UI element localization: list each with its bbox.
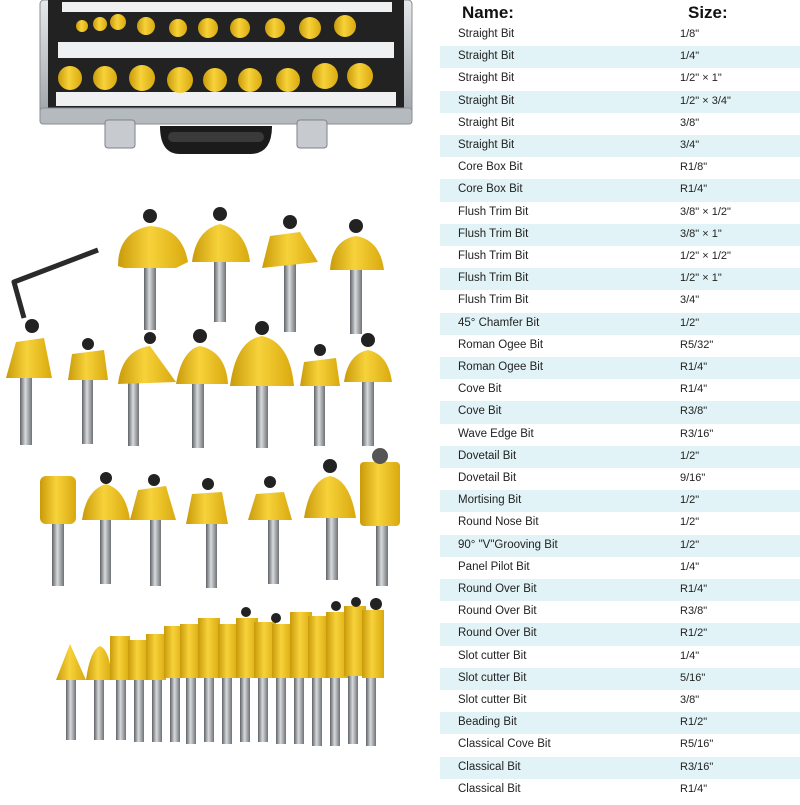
bit-name-cell: Dovetail Bit bbox=[458, 472, 517, 484]
table-row bbox=[440, 557, 800, 579]
size-column-header: Size: bbox=[688, 3, 728, 22]
bit-size-cell: R1/4" bbox=[680, 183, 708, 196]
table-row bbox=[440, 91, 800, 113]
bit-name-cell: Classical Bit bbox=[458, 760, 521, 773]
bit-size-cell: R3/8" bbox=[680, 405, 708, 418]
bit-name-cell: Wave Edge Bit bbox=[458, 427, 534, 440]
bit-name-cell: Round Over Bit bbox=[458, 583, 537, 595]
bit-name-cell: Slot cutter Bit bbox=[458, 649, 527, 662]
table-row bbox=[440, 690, 800, 712]
bit-size-cell: R3/8" bbox=[680, 605, 708, 618]
bit-size-cell: 3/4" bbox=[680, 139, 700, 151]
table-row bbox=[440, 757, 800, 779]
bit-size-cell: R5/32" bbox=[680, 338, 714, 351]
bit-name-cell: Flush Trim Bit bbox=[458, 272, 529, 285]
bit-name-cell: 90° "V"Grooving Bit bbox=[458, 538, 558, 551]
name-column-header: Name: bbox=[462, 3, 514, 22]
bit-size-cell: 1/2" bbox=[680, 494, 700, 507]
bit-name-cell: Mortising Bit bbox=[458, 494, 522, 507]
table-row bbox=[440, 512, 800, 534]
bit-size-cell: R1/4" bbox=[680, 383, 708, 396]
bit-size-cell: 3/8" bbox=[680, 116, 700, 129]
table-row bbox=[440, 135, 800, 157]
table-row bbox=[440, 490, 800, 512]
bit-name-cell: Panel Pilot Bit bbox=[458, 560, 530, 573]
bit-name-cell: 45° Chamfer Bit bbox=[458, 316, 540, 329]
table-row bbox=[440, 712, 800, 734]
bit-size-cell: 3/8" × 1" bbox=[680, 227, 722, 240]
table-row bbox=[440, 268, 800, 290]
table-row bbox=[440, 779, 800, 801]
bit-size-cell: 3/8" bbox=[680, 694, 700, 706]
bit-size-cell: 1/4" bbox=[680, 50, 700, 63]
bit-size-cell: R3/16" bbox=[680, 760, 714, 773]
table-row bbox=[440, 424, 800, 446]
bit-name-cell: Straight Bit bbox=[458, 94, 515, 107]
bit-name-cell: Classical Cove Bit bbox=[458, 738, 551, 751]
table-row bbox=[440, 68, 800, 90]
table-row bbox=[440, 734, 800, 756]
bit-name-cell: Slot cutter Bit bbox=[458, 671, 527, 684]
table-row bbox=[440, 446, 800, 468]
bit-name-cell: Round Over Bit bbox=[458, 605, 537, 618]
table-row bbox=[440, 246, 800, 268]
bit-name-cell: Straight Bit bbox=[458, 50, 515, 63]
hex-key bbox=[14, 250, 98, 318]
bit-size-cell: 9/16" bbox=[680, 472, 706, 484]
bit-size-cell: 1/2" × 1/2" bbox=[680, 250, 731, 262]
bit-size-cell: 3/4" bbox=[680, 294, 700, 307]
table-row bbox=[440, 668, 800, 690]
bit-name-cell: Cove Bit bbox=[458, 383, 502, 396]
table-row bbox=[440, 623, 800, 645]
table-row bbox=[440, 313, 800, 335]
bit-size-table bbox=[440, 0, 800, 800]
bit-name-cell: Flush Trim Bit bbox=[458, 205, 529, 218]
bit-size-cell: R5/16" bbox=[680, 738, 714, 751]
bit-name-cell: Round Nose Bit bbox=[458, 516, 539, 529]
bit-name-cell: Round Over Bit bbox=[458, 627, 537, 640]
table-row bbox=[440, 290, 800, 312]
bit-group-2 bbox=[6, 319, 392, 448]
bit-name-cell: Straight Bit bbox=[458, 139, 515, 151]
table-row bbox=[440, 202, 800, 224]
bit-name-cell: Core Box Bit bbox=[458, 183, 523, 196]
table-row bbox=[440, 157, 800, 179]
bit-name-cell: Core Box Bit bbox=[458, 161, 523, 174]
bit-name-cell: Flush Trim Bit bbox=[458, 294, 529, 307]
bit-size-cell: 1/4" bbox=[680, 560, 700, 573]
table-row bbox=[440, 579, 800, 601]
bit-size-cell: 3/8" × 1/2" bbox=[680, 205, 731, 218]
bit-name-cell: Flush Trim Bit bbox=[458, 227, 529, 240]
bit-size-cell: R1/8" bbox=[680, 161, 708, 174]
bit-name-cell: Roman Ogee Bit bbox=[458, 361, 544, 373]
bit-size-cell: 1/2" bbox=[680, 516, 700, 529]
table-row bbox=[440, 379, 800, 401]
table-row bbox=[440, 179, 800, 201]
bit-size-cell: 1/4" bbox=[680, 649, 700, 662]
bit-name-cell: Beading Bit bbox=[458, 716, 517, 729]
table-row bbox=[440, 46, 800, 68]
bit-size-cell: 1/2" bbox=[680, 449, 700, 462]
bit-group-1 bbox=[118, 207, 384, 334]
bit-name-cell: Straight Bit bbox=[458, 116, 515, 129]
bit-size-cell: R1/4" bbox=[680, 782, 708, 795]
table-row bbox=[440, 24, 800, 46]
table-row bbox=[440, 601, 800, 623]
table-row bbox=[440, 535, 800, 557]
bit-size-cell: 1/2" bbox=[680, 316, 700, 329]
table-row bbox=[440, 646, 800, 668]
bit-size-cell: R1/2" bbox=[680, 627, 708, 640]
bit-name-cell: Slot cutter Bit bbox=[458, 694, 527, 706]
bit-name-cell: Straight Bit bbox=[458, 72, 515, 85]
bit-size-cell: 1/2" × 3/4" bbox=[680, 94, 731, 107]
bit-size-cell: 5/16" bbox=[680, 671, 706, 684]
bit-size-cell: 1/2" × 1" bbox=[680, 72, 722, 85]
bit-name-cell: Classical Bit bbox=[458, 782, 521, 795]
bit-size-cell: 1/8" bbox=[680, 28, 700, 40]
table-header bbox=[440, 0, 800, 26]
table-row bbox=[440, 224, 800, 246]
bit-size-cell: R1/4" bbox=[680, 361, 708, 373]
table-row bbox=[440, 113, 800, 135]
bit-size-cell: R3/16" bbox=[680, 427, 714, 440]
bit-size-cell: 1/2" bbox=[680, 538, 700, 551]
bit-size-cell: R1/4" bbox=[680, 583, 708, 595]
bit-name-cell: Flush Trim Bit bbox=[458, 250, 529, 262]
bit-group-3 bbox=[40, 448, 400, 588]
table-row bbox=[440, 357, 800, 379]
table-row bbox=[440, 335, 800, 357]
table-row bbox=[440, 468, 800, 490]
bit-name-cell: Cove Bit bbox=[458, 405, 502, 418]
table-row bbox=[440, 401, 800, 423]
bit-name-cell: Roman Ogee Bit bbox=[458, 338, 544, 351]
bit-size-cell: 1/2" × 1" bbox=[680, 272, 722, 285]
bit-name-cell: Dovetail Bit bbox=[458, 449, 517, 462]
bit-group-4 bbox=[56, 597, 384, 746]
bit-size-cell: R1/2" bbox=[680, 716, 708, 729]
bit-name-cell: Straight Bit bbox=[458, 28, 515, 40]
